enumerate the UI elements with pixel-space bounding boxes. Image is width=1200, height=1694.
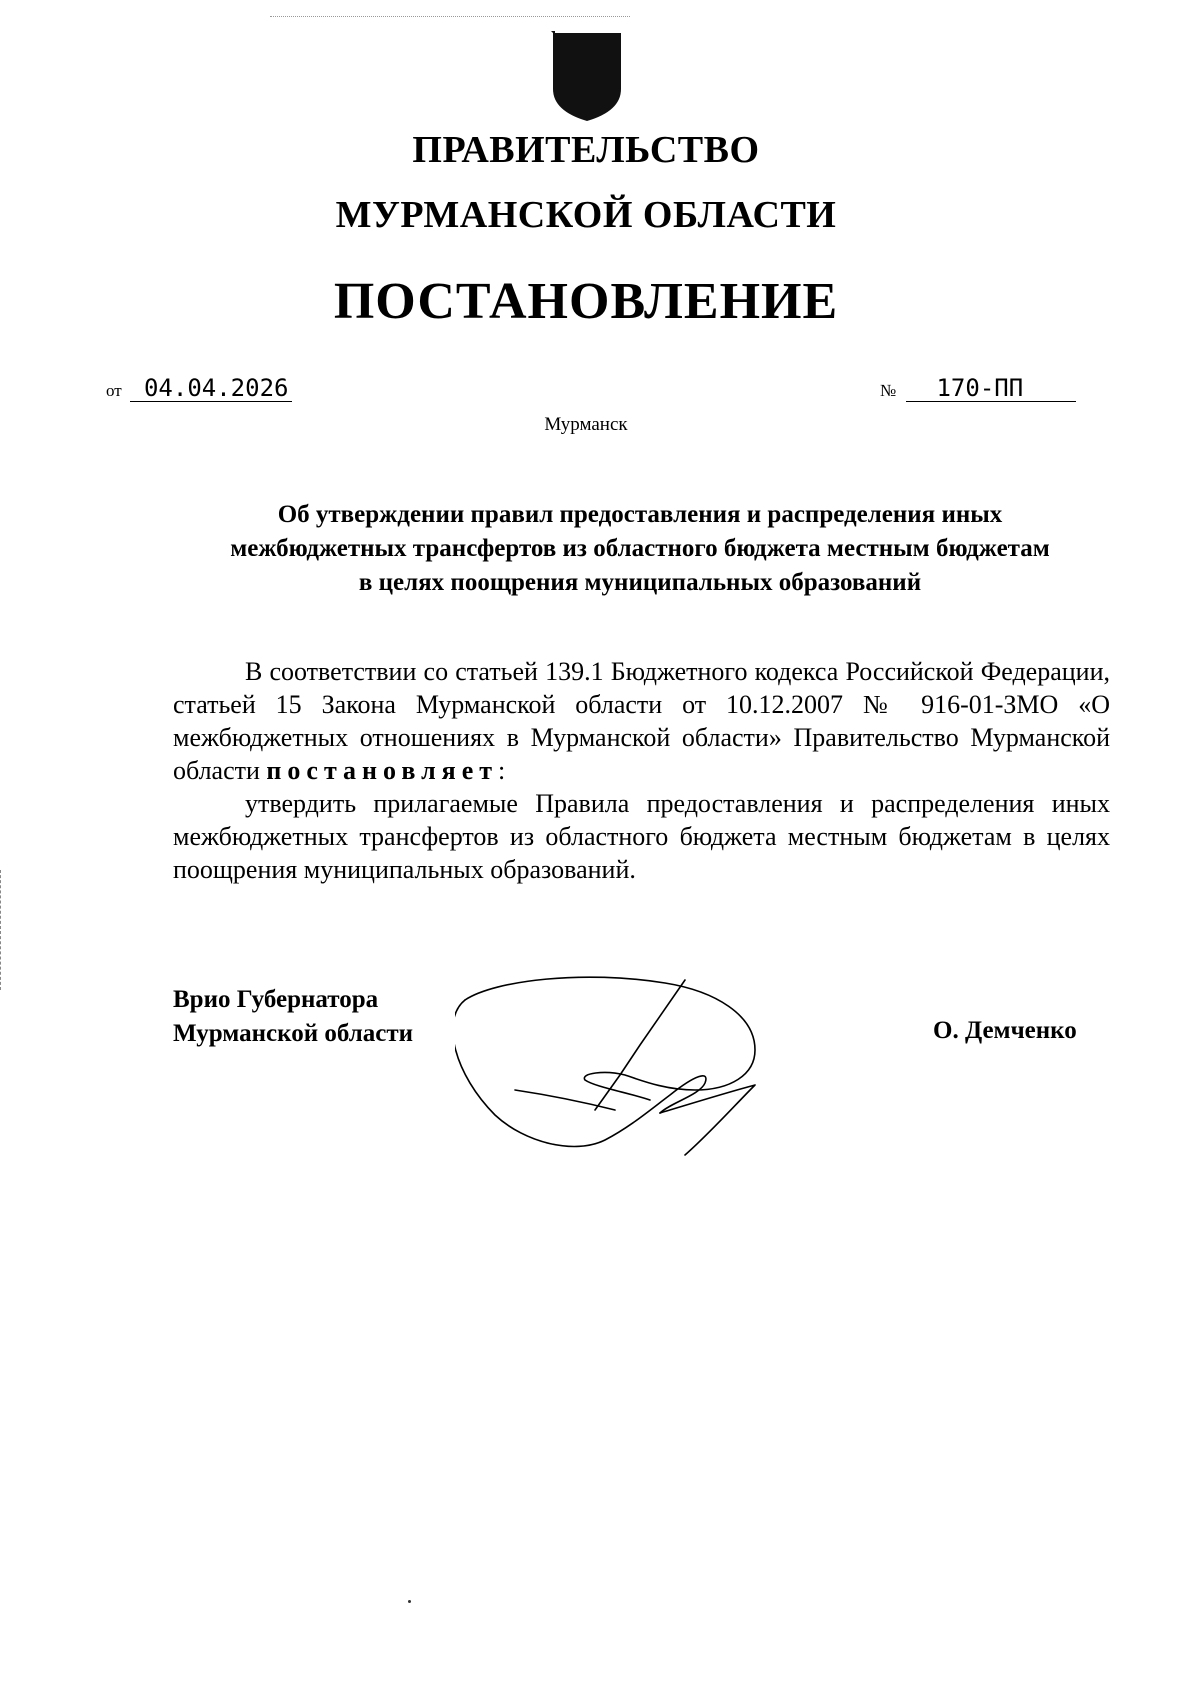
- subject-line: межбюджетных трансфертов из областного бюджета местным бюджетам: [230, 535, 1050, 562]
- signatory-title-line: Врио Губернатора: [173, 986, 379, 1013]
- scan-artifact-dot: [408, 1600, 411, 1603]
- document-number: [880, 375, 1076, 402]
- date-value: 04.04.2026: [130, 375, 293, 402]
- number-prefix: №: [880, 381, 897, 400]
- decision-colon: :: [498, 756, 506, 785]
- preamble-text: В соответствии со статьей 139.1 Бюджетного кодекса Российской Федерации, статьей 15 Закона Мурманской области от 10.12.2007 № 916-01-ЗМО «О межбюджетных отношениях в Мурманской области» Правительство Мурманской области: [173, 657, 1110, 785]
- decision-word: постановляет: [266, 756, 499, 785]
- document-type-heading: ПОСТАНОВЛЕНИЕ: [333, 273, 839, 330]
- signatory-name: О. Демченко: [933, 1017, 1077, 1044]
- organization-name-line-2: МУРМАНСКОЙ ОБЛАСТИ: [335, 194, 837, 236]
- scan-artifact: [270, 16, 630, 19]
- document-city: Мурманск: [544, 414, 628, 435]
- document-body: [173, 655, 1110, 886]
- signatory-title-line: Мурманской области: [173, 1020, 414, 1047]
- handwritten-signature: [455, 975, 795, 1175]
- scan-margin-mark: [0, 870, 3, 990]
- number-value: 170-ПП: [906, 375, 1076, 402]
- organization-name-line-1: ПРАВИТЕЛЬСТВО: [412, 129, 760, 171]
- document-subject: [170, 498, 1110, 600]
- document-date: [106, 375, 292, 402]
- date-prefix: от: [106, 381, 122, 400]
- signatory-title: [173, 983, 413, 1051]
- body-paragraph-resolution: утвердить прилагаемые Правила предоставления и распределения иных межбюджетных трансфертов из областного бюджета местным бюджетам в целях поощрения муниципальных образований.: [173, 789, 1110, 884]
- coat-of-arms-icon: [547, 31, 627, 123]
- subject-line: Об утверждении правил предоставления и распределения иных: [277, 501, 1003, 528]
- body-paragraph-preamble: [173, 655, 1110, 787]
- subject-line: в целях поощрения муниципальных образований: [358, 569, 922, 596]
